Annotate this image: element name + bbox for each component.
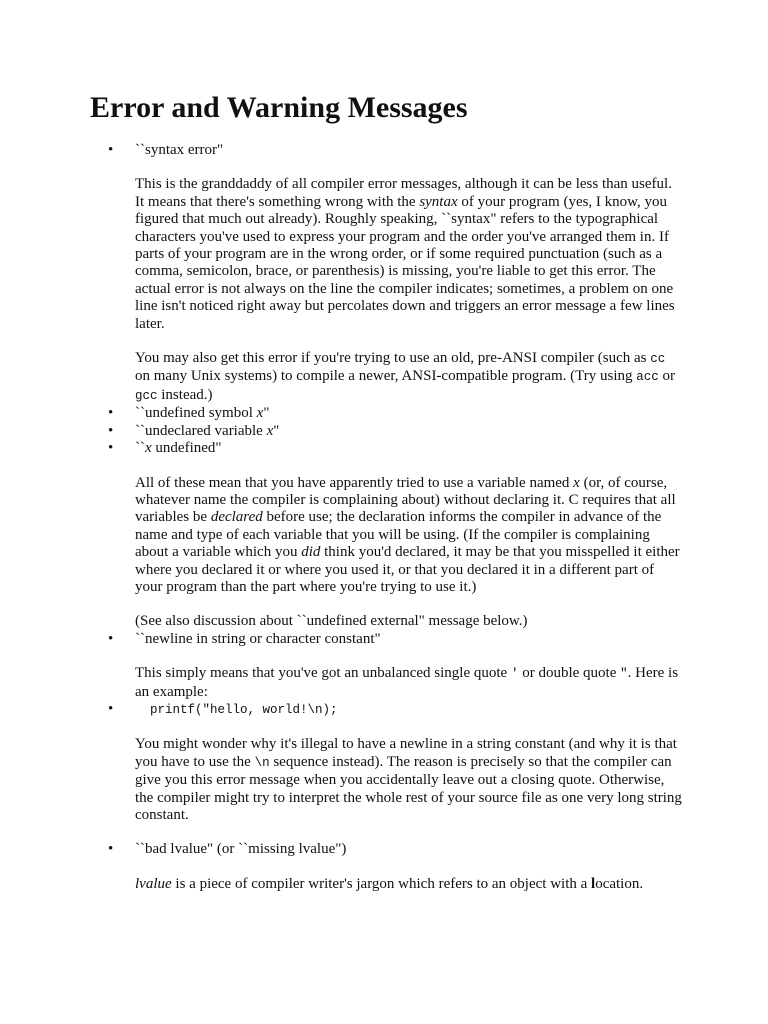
spacer — [90, 824, 682, 841]
text: All of these mean that you have apparently tried to use a variable named — [135, 474, 574, 491]
bullet: • — [108, 700, 114, 717]
text: or double quote — [518, 665, 621, 682]
item-label: ``undeclared variable — [135, 422, 267, 439]
item-label: ``newline in string or character constant" — [135, 630, 381, 647]
inline-code: gcc — [135, 388, 158, 403]
text: of your program (yes, I know, you figured that much out already). Roughly speaking, ``syntax" refers to the typographical characters you've used to express your program and the order you've arranged them in. If parts of your program are in the wrong order, or if some required punctuation (such as a comma, semicolon, brace, or parenthesis) is missing, you're liable to get this error. The actual error is not always on the line the compiler indicates; sometimes, a problem on one line isn't noticed right away but percolates down and triggers an error message a few lines later. — [135, 193, 675, 332]
item-label: " — [263, 405, 270, 422]
list-item-x-undefined — [90, 440, 682, 457]
text: . Here is an example: — [135, 665, 679, 700]
paragraph-lvalue-explanation — [90, 876, 682, 893]
item-label: ``undefined symbol — [135, 405, 257, 422]
emphasis: lvalue — [135, 875, 172, 892]
inline-code: \n — [254, 755, 270, 770]
paragraph-syntax-pre-ansi — [90, 350, 682, 405]
emphasis: syntax — [419, 193, 458, 210]
variable-name: x — [256, 405, 264, 422]
variable-name: x — [266, 422, 274, 439]
list-item-undeclared-variable — [90, 423, 682, 440]
emphasis: x — [573, 474, 580, 491]
list-item-undefined-symbol — [90, 405, 682, 422]
item-label: " — [273, 422, 280, 439]
text: This simply means that you've got an unbalanced single quote — [135, 665, 511, 682]
paragraph-see-also: (See also discussion about ``undefined external" message below.) — [135, 613, 528, 630]
bullet: • — [108, 841, 114, 858]
text: ocation. — [595, 875, 644, 892]
list-item-bad-lvalue — [90, 841, 682, 858]
text: You might wonder why it's illegal to have a newline in a string constant (and why it is that you have to use the — [135, 736, 677, 770]
inline-code: " — [620, 667, 628, 682]
text: think you'd declared, it may be that you misspelled it either where you declared it or where you used it, or that you declared it in a different part of your program than the part where you're trying to use it.) — [135, 544, 680, 595]
text: instead.) — [157, 386, 213, 403]
item-label: `` — [135, 440, 145, 457]
code-example: printf("hello, world!\n); — [135, 702, 338, 717]
bullet: • — [108, 440, 114, 457]
bullet: • — [108, 405, 114, 422]
paragraph-undefined-explanation — [90, 475, 682, 597]
list-item-newline-in-string — [90, 631, 682, 648]
bullet: • — [108, 630, 114, 647]
bullet: • — [108, 422, 114, 439]
text: or — [658, 368, 676, 385]
emphasis: declared — [210, 509, 263, 526]
text: on many Unix systems) to compile a newer, ANSI-compatible program. (Try using — [135, 368, 637, 385]
text: is a piece of compiler writer's jargon which refers to an object with a — [171, 875, 592, 892]
item-label: undefined" — [151, 440, 222, 457]
item-label: ``bad lvalue" (or ``missing lvalue") — [135, 841, 347, 858]
message-list — [90, 142, 682, 893]
text: sequence instead). The reason is precisely so that the compiler can give you this error message when you accidentally leave out a closing quote. Otherwise, the compiler might try to interpret the whole rest of your source file as one very long string constant. — [135, 753, 682, 823]
bullet: • — [108, 142, 114, 158]
page-title: Error and Warning Messages — [90, 91, 468, 124]
text: before use; the declaration informs the compiler in advance of the name and type of each variable that you will be using. (If the compiler is complaining about a variable which you — [135, 509, 662, 561]
emphasis-bold: l — [591, 875, 596, 892]
inline-code: acc — [636, 370, 659, 385]
paragraph-newline-explanation — [90, 665, 682, 701]
inline-code: cc — [650, 352, 666, 367]
list-item-code-example — [90, 701, 682, 719]
list-item-syntax-error — [90, 142, 682, 159]
emphasis: did — [301, 544, 321, 561]
item-label: ``syntax error" — [135, 142, 224, 158]
text: You may also get this error if you're trying to use an old, pre-ANSI compiler (such as — [135, 350, 651, 367]
text: (or, of course, whatever name the compiler is complaining about) without declaring it. C requires that all variables be — [135, 474, 676, 526]
variable-name: x — [145, 440, 152, 457]
paragraph-syntax-explanation — [90, 176, 682, 333]
inline-code: ' — [510, 667, 519, 682]
paragraph-newline-reason — [90, 736, 682, 824]
text: This is the granddaddy of all compiler error messages, although it can be less than useful. It means that there's something wrong with the — [135, 176, 672, 210]
